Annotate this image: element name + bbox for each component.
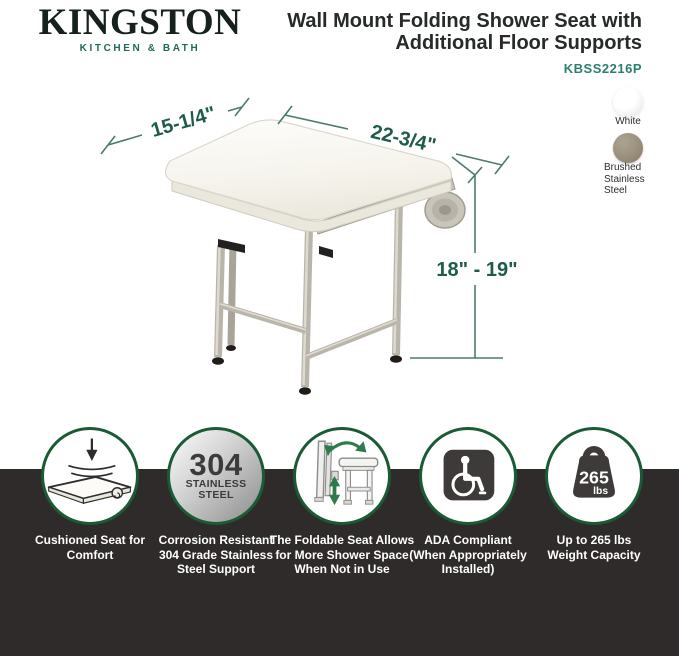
feature-label-line: Steel Support <box>176 562 255 576</box>
feature-label-line: ADA Compliant <box>424 533 512 547</box>
feature-label-line: The Foldable Seat Allows <box>269 533 415 547</box>
product-title-line2: Additional Floor Supports <box>395 32 642 54</box>
feature-label-line: 304 Grade Stainless <box>158 547 274 562</box>
feature-weight-capacity <box>514 427 674 562</box>
brand-name: KINGSTON <box>38 2 242 43</box>
shower-seat-diagram <box>90 95 570 415</box>
feature-label-line: Corrosion Resistant <box>158 533 274 547</box>
swatch-brushed-label <box>604 162 674 197</box>
swatch-brushed-label-line: Brushed <box>604 162 642 173</box>
feature-label-line: for More Shower Space <box>275 547 409 562</box>
brand-tagline: KITCHEN & BATH <box>79 43 201 54</box>
weight-capacity-icon <box>548 430 640 522</box>
badge-lbs-unit: lbs <box>593 485 609 497</box>
swatch-white <box>613 87 643 117</box>
feature-label-line: Comfort <box>66 547 114 562</box>
feature-label <box>514 533 674 562</box>
swatch-brushed-label-line: Stainless <box>604 173 645 185</box>
feature-label-line: Weight Capacity <box>547 547 641 562</box>
swatch-brushed-stainless <box>613 133 643 163</box>
feature-label-line: Cushioned Seat for <box>34 533 145 547</box>
cushioned-seat-icon <box>44 430 136 522</box>
feature-circle <box>545 427 643 525</box>
feature-label-line: Installed) <box>441 562 495 576</box>
badge-304-steel: STEEL <box>198 489 234 501</box>
feature-label-line: (When Appropriately <box>409 547 527 562</box>
badge-265-number: 265 <box>579 467 609 488</box>
swatch-brushed-label-line: Steel <box>604 185 627 196</box>
feature-label-line: Up to 265 lbs <box>556 533 632 547</box>
badge-304-stainless: STAINLESS <box>185 478 247 490</box>
wheelchair-icon <box>422 430 514 522</box>
swatch-white-label: White <box>615 116 641 127</box>
feature-label-line: When Not in Use <box>294 562 390 576</box>
stainless-304-badge <box>167 427 265 525</box>
seat-bracket <box>319 246 333 258</box>
badge-304-number: 304 <box>189 447 243 482</box>
folding-seat-icon <box>296 430 388 522</box>
product-title <box>212 10 642 76</box>
feature-circle <box>41 427 139 525</box>
feature-circle <box>419 427 517 525</box>
dimension-width-label: 22-3/4" <box>368 120 439 158</box>
dimension-depth-label: 15-1/4" <box>148 102 219 142</box>
product-title-line1: Wall Mount Folding Shower Seat with <box>287 10 642 32</box>
model-number: KBSS2216P <box>563 61 642 76</box>
feature-circle <box>293 427 391 525</box>
dimension-height-label: 18" - 19" <box>436 259 518 281</box>
